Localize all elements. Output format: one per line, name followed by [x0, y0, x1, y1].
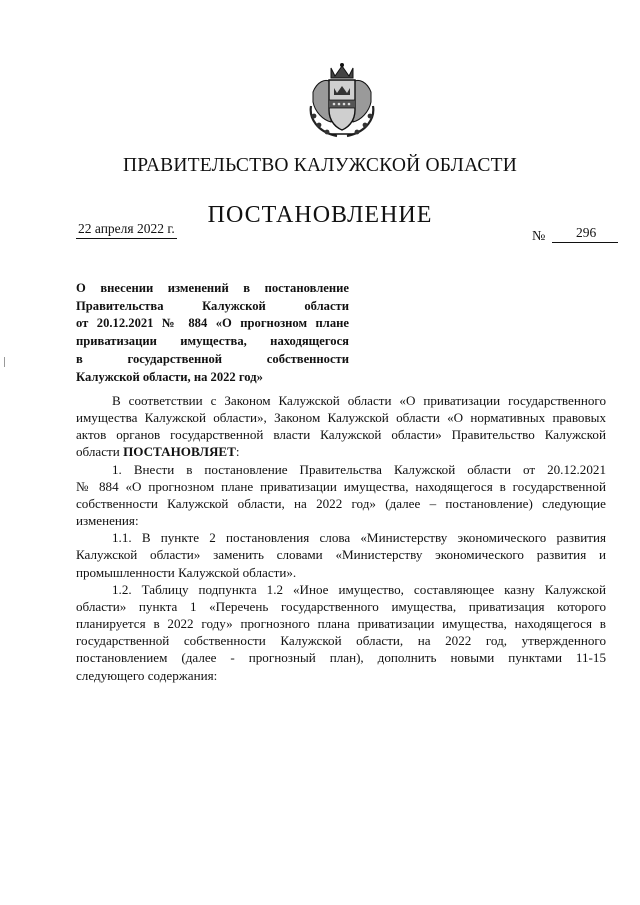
body-line: государственной собственности Калужской области, на 2022 год, утвержденного	[76, 633, 606, 649]
subject-line: приватизации имущества, находящегося	[76, 334, 349, 349]
scan-artifact	[4, 357, 5, 367]
body-line: следующего содержания:	[76, 667, 218, 683]
body-line: № 884 «О прогнозном плане приватизации имущества, находящегося в государственной	[76, 478, 606, 494]
body-line: В соответствии с Законом Калужской области «О приватизации государственного	[112, 393, 606, 408]
paragraph-1	[76, 461, 606, 530]
body-line: актов органов государственной власти Калужской области» Правительство Калужской	[76, 427, 606, 443]
document-date: 22 апреля 2022 г.	[76, 221, 177, 239]
document-body	[76, 392, 606, 684]
body-line: 1.2. Таблицу подпункта 1.2 «Иное имущество, составляющее казну Калужской	[112, 581, 606, 597]
document-type-heading: ПОСТАНОВЛЕНИЕ	[207, 202, 433, 228]
body-line: имущества Калужской области», Законом Калужской области «О нормативных правовых	[76, 410, 606, 426]
body-line: 1.1. В пункте 2 постановления слова «Министерству экономического развития	[112, 530, 606, 546]
body-line: постановлением (далее - прогнозный план), дополнить новыми пунктами 11-15	[76, 650, 606, 666]
resolves-colon: :	[235, 444, 240, 460]
resolves-keyword: ПОСТАНОВЛЯЕТ	[123, 444, 236, 460]
subject-line: О внесении изменений в постановление	[76, 281, 349, 295]
subject-line: в государственной собственности	[76, 351, 349, 366]
coat-of-arms-icon	[307, 62, 377, 138]
document-number: 296	[552, 225, 618, 243]
body-line: промышленности Калужской области».	[76, 564, 297, 580]
document-number-label: №	[532, 229, 546, 244]
body-line: области» пункта 1 «Перечень государственного имущества, приватизация которого	[76, 598, 606, 614]
document-subject	[76, 280, 349, 386]
paragraph-1-1	[76, 529, 606, 580]
body-line: планируется в 2022 году» прогнозного плана приватизации имущества, находящегося в	[76, 616, 606, 632]
body-line: 1. Внести в постановление Правительства Калужской области от 20.12.2021	[112, 461, 606, 477]
subject-line: Калужской области, на 2022 год»	[76, 369, 263, 384]
preamble-paragraph	[76, 392, 606, 461]
subject-line: Правительства Калужской области	[76, 298, 349, 313]
body-line: изменения:	[76, 513, 139, 529]
body-line	[76, 443, 606, 460]
body-line: Калужской области» заменить словами «Министерству экономического развития и	[76, 547, 606, 563]
paragraph-1-2	[76, 581, 606, 684]
body-line-text: области	[76, 444, 120, 460]
subject-line: от 20.12.2021 № 884 «О прогнозном плане	[76, 316, 349, 331]
organization-title: ПРАВИТЕЛЬСТВО КАЛУЖСКОЙ ОБЛАСТИ	[123, 155, 517, 176]
body-line: собственности Калужской области, на 2022 год» (далее – постановление) следующие	[76, 495, 606, 511]
